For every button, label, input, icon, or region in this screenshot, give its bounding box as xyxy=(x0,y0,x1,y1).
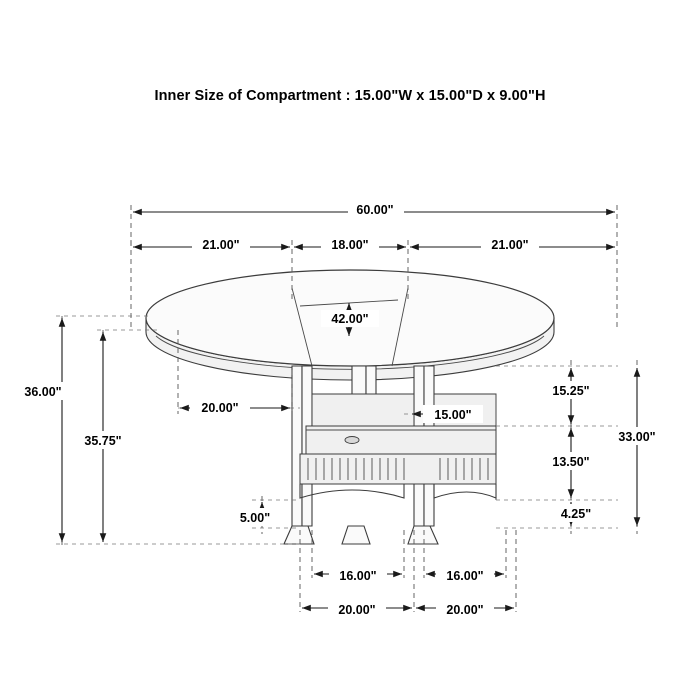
dim-foot-right-16: 16.00" xyxy=(446,569,484,583)
dim-right-upper: 15.25" xyxy=(552,384,590,398)
dim-foot-right-20: 20.00" xyxy=(446,603,484,617)
dim-height-total: 36.00" xyxy=(24,385,62,399)
page-title: Inner Size of Compartment : 15.00"W x 15.00"D x 9.00"H xyxy=(154,88,546,104)
dim-depth-42: 42.00" xyxy=(331,312,369,326)
dim-top-right-leaf: 21.00" xyxy=(491,238,529,252)
dim-top-center-leaf: 18.00" xyxy=(331,238,369,252)
dim-height-apron: 35.75" xyxy=(84,434,122,448)
dim-foot-left-20: 20.00" xyxy=(338,603,376,617)
dim-compartment-15: 15.00" xyxy=(434,408,472,422)
dim-foot-left-16: 16.00" xyxy=(339,569,377,583)
dim-top-overall: 60.00" xyxy=(356,203,394,217)
dim-right-low: 4.25" xyxy=(560,507,592,521)
dim-right-total: 33.00" xyxy=(618,430,656,444)
dim-top-left-leaf: 21.00" xyxy=(202,238,240,252)
dim-foot-clearance: 5.00" xyxy=(239,511,271,525)
dim-right-mid: 13.50" xyxy=(552,455,590,469)
dim-base-width-20: 20.00" xyxy=(201,401,239,415)
